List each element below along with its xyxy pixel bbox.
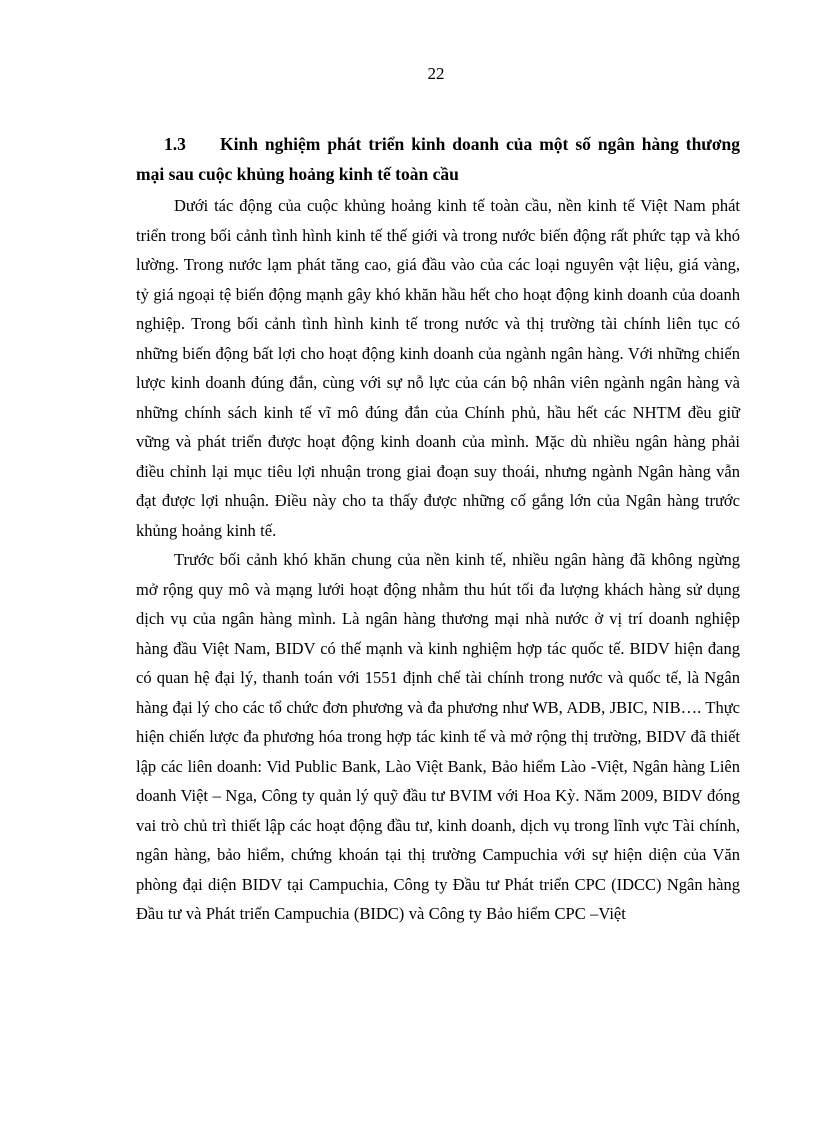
page-number: 22	[427, 64, 445, 83]
paragraph-1: Dưới tác động của cuộc khủng hoảng kinh tế toàn cầu, nền kinh tế Việt Nam phát triển trong bối cảnh tình hình kinh tế thế giới và trong nước biến động rất phức tạp và khó lường. Trong nước lạm phát tăng cao, giá đầu vào của các loại nguyên vật liệu, giá vàng, tỷ giá ngoại tệ biến động mạnh gây khó khăn hầu hết cho hoạt động kinh doanh của doanh nghiệp. Trong bối cảnh tình hình kinh tế trong nước và thị trường tài chính liên tục có những biến động bất lợi cho hoạt động kinh doanh của ngành ngân hàng. Với những chiến lược kinh doanh đúng đắn, cùng với sự nỗ lực của cán bộ nhân viên ngành ngân hàng và những chính sách kinh tế vĩ mô đúng đắn của Chính phủ, hầu hết các NHTM đều giữ vững và phát triển được hoạt động kinh doanh của mình. Mặc dù nhiều ngân hàng phải điều chỉnh lại mục tiêu lợi nhuận trong giai đoạn suy thoái, nhưng ngành Ngân hàng vẫn đạt được lợi nhuận. Điều này cho ta thấy được những cố gắng lớn của Ngân hàng trước khủng hoảng kinh tế.	[136, 196, 740, 540]
section-heading	[136, 129, 740, 189]
document-body	[136, 129, 740, 929]
paragraph-2: Trước bối cảnh khó khăn chung của nền kinh tế, nhiều ngân hàng đã không ngừng mở rộng quy mô và mạng lưới hoạt động nhằm thu hút tối đa lượng khách hàng sử dụng dịch vụ của ngân hàng mình. Là ngân hàng thương mại nhà nước ở vị trí doanh nghiệp hàng đầu Việt Nam, BIDV có thế mạnh và kinh nghiệm hợp tác quốc tế. BIDV hiện đang có quan hệ đại lý, thanh toán với 1551 định chế tài chính trong nước và quốc tế, là Ngân hàng đại lý cho các tổ chức đơn phương và đa phương như WB, ADB, JBIC, NIB…. Thực hiện chiến lược đa phương hóa trong hợp tác kinh tế và mở rộng thị trường, BIDV đã thiết lập các liên doanh: Vid Public Bank, Lào Việt Bank, Bảo hiểm Lào -Việt, Ngân hàng Liên doanh Việt – Nga, Công ty quản lý quỹ đầu tư BVIM với Hoa Kỳ. Năm 2009, BIDV đóng vai trò chủ trì thiết lập các hoạt động đầu tư, kinh doanh, dịch vụ trong lĩnh vực Tài chính, ngân hàng, bảo hiểm, chứng khoán tại thị trường Campuchia với sự hiện diện của Văn phòng đại diện BIDV tại Campuchia, Công ty Đầu tư Phát triển CPC (IDCC) Ngân hàng Đầu tư và Phát triển Campuchia (BIDC) và Công ty Bảo hiểm CPC –Việt	[136, 550, 740, 923]
section-title: Kinh nghiệm phát triển kinh doanh của một số ngân hàng thương mại sau cuộc khủng hoảng kinh tế toàn cầu	[136, 134, 740, 184]
section-number: 1.3	[164, 134, 186, 154]
